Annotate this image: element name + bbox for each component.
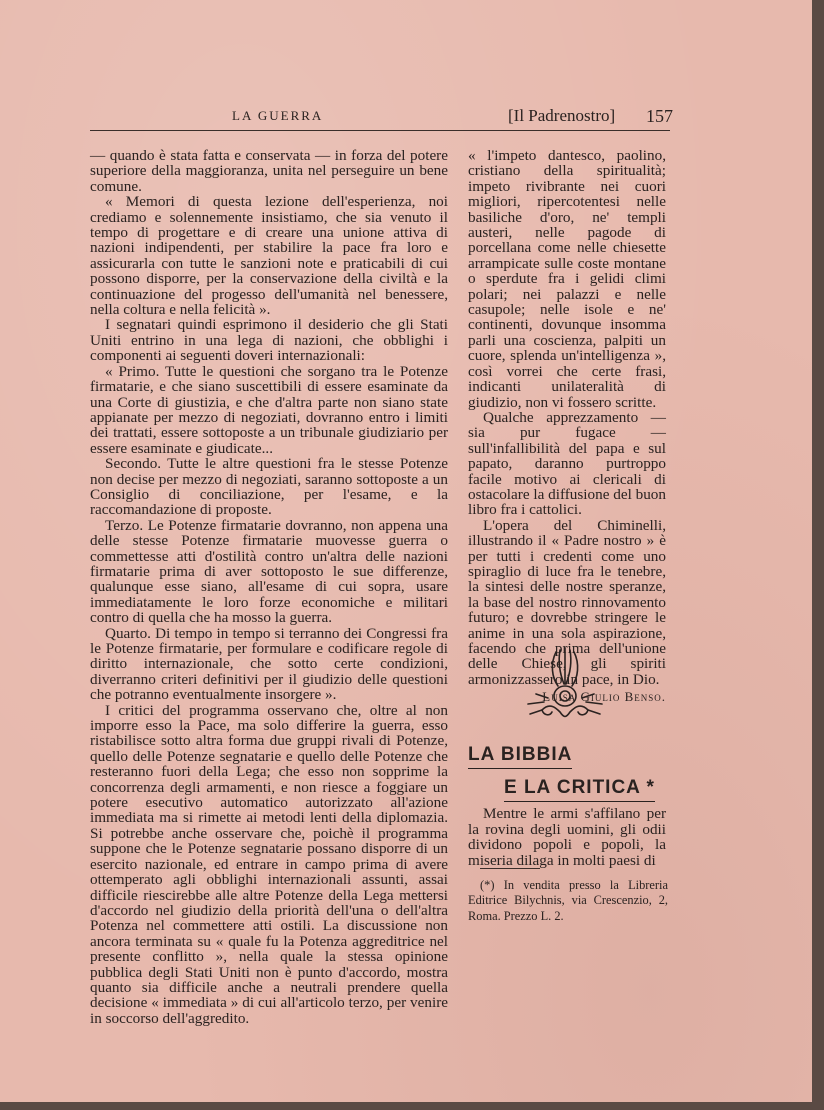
- paragraph: Mentre le armi s'affilano per la rovina degli uomini, gli odii dividono popoli e popoli, la miseria dilaga in molti paesi di: [468, 805, 666, 869]
- paragraph: Secondo. Tutte le altre questioni fra le stesse Potenze non decise per mezzo di negoziati, saranno sottoposte a un Consiglio di conciliazione, per l'esame, e la raccomandazione di proposte.: [90, 455, 448, 519]
- footnote-rule: [480, 868, 540, 869]
- page-number: 157: [646, 106, 673, 126]
- article-heading-line1: LA BIBBIA: [468, 744, 572, 769]
- header-rule: [90, 130, 670, 131]
- paragraph: « Memori di questa lezione dell'esperienza, noi crediamo e solennemente insistiamo, che sia venuto il tempo di progettare e di creare una unione attiva di nazioni indipendenti, per stabilire la pace fra loro e assicurarla con tutte le sanzioni note e praticabili di cui possono disporre, per la conservazione della civiltà e la continuazione del progesso dell'umanità nel benessere, nella coltura e nella felicità ».: [90, 193, 448, 319]
- running-section: [Il Padrenostro]: [508, 106, 616, 125]
- paragraph: Terzo. Le Potenze firmatarie dovranno, non appena una delle stesse Potenze firmatarie muovesse guerra o commettesse atti d'ostilità contro un'altra delle nazioni firmatarie prima di aver sottoposto le sue differenze, qualunque esse siano, all'esame di cui sopra, usare immediatamente le loro forze economiche e militari contro di quella che ha mosso la guerra.: [90, 516, 448, 627]
- right-column: [468, 148, 666, 705]
- footnote: [468, 878, 668, 924]
- lotus-vase-ornament-icon: [520, 644, 610, 724]
- running-title: LA GUERRA: [232, 108, 324, 123]
- paragraph: I critici del programma osservano che, oltre al non imporre esso la Pace, ma solo differire la guerra, esso ristabilisce sotto altra forma due gruppi rivali di Potenze, quello delle Potenze segnatarie e quello delle Potenze che resteranno fuori della Lega; che esso non sopprime la concorrenza degli armamenti, e non riesce a foggiare un potere esecutivo automatico autorizzato all'azione immediata ma si rimette ai metodi lenti della diplomazia. Si potrebbe anche osservare che, poichè il programma suppone che le Potenze segnatarie possano disporre di un esercito nazionale, ed entrare in campo prima di avere ottemperato agli obblighi internazionali assunti, assai difficile riescirebbe alle altre Potenze della Lega mettersi d'accordo nel giudizio della priorità dell'una o dell'altra Potenza nel commettere atti ostili. La discussione non ancora terminata su « quale fu la Potenza aggreditrice nel presente conflitto », nella quale la stessa opinione pubblica degli Stati Uniti non è punto d'accordo, mostra quanto sia difficile anche a neutrali prendere quella decisione « immediata » di cui all'articolo terzo, per venire in soccorso dell'aggredito.: [90, 701, 448, 1027]
- article-heading-line2: E LA CRITICA *: [504, 777, 655, 802]
- paragraph: L'opera del Chiminelli, illustrando il « Padre nostro » è per tutti i credenti come uno spiraglio di luce fra le tenebre, la sintesi delle nostre speranze, la base del nostro rinnovamento futuro; e dovrebbe stringere le anime in una sola aspirazione, facendo che prima dell'unione delle Chiese, gli spiriti armonizzassero in pace, in Dio.: [468, 516, 666, 688]
- paragraph: Qualche apprezzamento — sia pur fugace — sull'infallibilità del papa e sul papato, daranno purtroppo facile motivo ai clericali di ostacolare la diffusione del buon libro fra i cattolici.: [468, 408, 666, 519]
- paragraph: I segnatari quindi esprimono il desiderio che gli Stati Uniti entrino in una lega di nazioni, che obblighi i componenti ai seguenti doveri internazionali:: [90, 316, 448, 365]
- article-heading: [468, 744, 678, 802]
- paragraph: « Primo. Tutte le questioni che sorgano tra le Potenze firmatarie, e che siano suscettibili di essere esaminate da una Corte di giustizia, e che d'altra parte non siano state appianate per mezzo di negoziati, dovranno entro i limiti dei trattati, essere sottoposte a un tribunale giudiziario per essere esaminate e giudicate...: [90, 362, 448, 457]
- article-intro: [468, 806, 666, 868]
- paragraph: — quando è stata fatta e conservata — in forza del potere superiore della maggioranza, unita nel perseguire un bene comune.: [90, 147, 448, 195]
- author-signature: Luisa Giulio Benso.: [542, 689, 666, 705]
- footnote-text: (*) In vendita presso la Libreria Editrice Bilychnis, via Crescenzio, 2, Roma. Prezzo L. 2.: [468, 878, 668, 923]
- left-column: [90, 148, 448, 1026]
- paragraph: Quarto. Di tempo in tempo si terranno dei Congressi fra le Potenze firmatarie, per formulare e codificare regole di diritto internazionale, che sotto certe condizioni, diverranno criteri definitivi per il giudizio delle questioni che potranno eventualmente insorgere ».: [90, 624, 448, 704]
- paragraph: « l'impeto dantesco, paolino, cristiano della spiritualità; impeto rivibrante nei cuori migliori, ripercotentesi nelle basiliche d'oro, ne' templi austeri, nelle pagode di porcellana come nelle chiesette arrampicate sulle coste montane o sperdute fra i gelidi climi polari; nei palazzi e nelle casupole; nelle isole e ne' continenti, dovunque insomma parli una coscienza, palpiti un cuore, splenda un'intelligenza », così vorrei che certe frasi, indicanti unilateralità di giudizio, non vi fossero scritte.: [468, 147, 666, 411]
